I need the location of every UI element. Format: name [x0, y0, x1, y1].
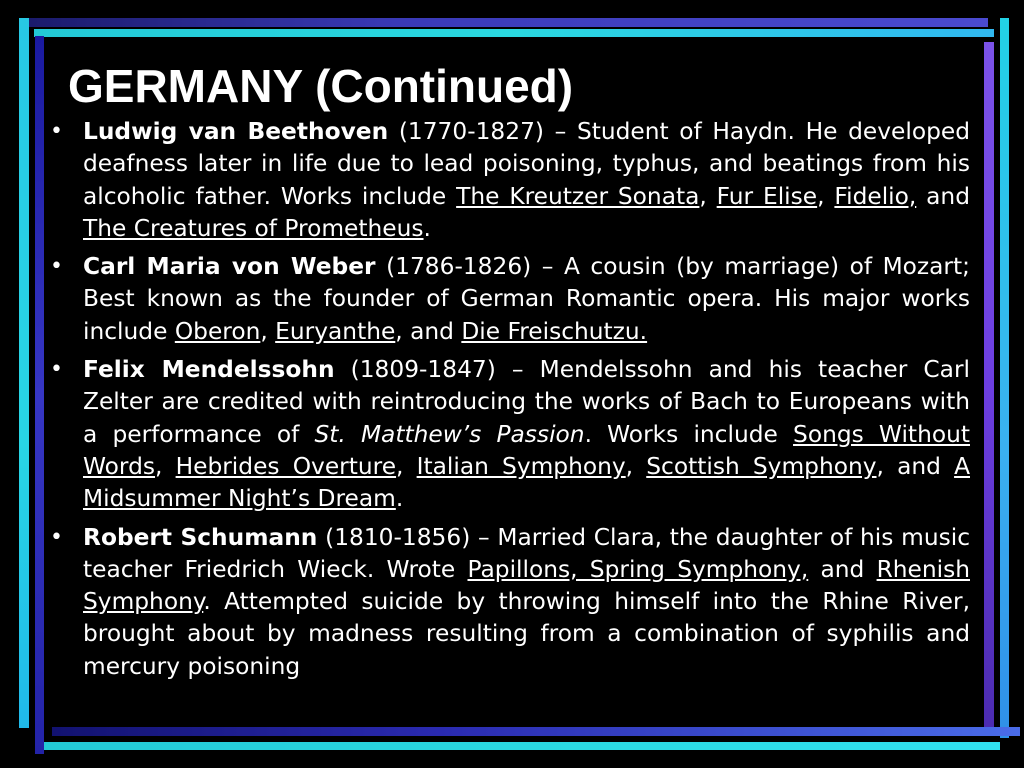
bullet-dot: •	[50, 524, 63, 550]
bullet-item	[50, 522, 970, 683]
bullet-item	[50, 251, 970, 348]
work-title: Hebrides Overture	[175, 452, 397, 480]
text-segment: (1810-1856) – Married Clara, the daughter of his music teacher Friedrich Wieck. Wrote	[83, 523, 970, 583]
work-title: A Midsummer Night’s Dream	[83, 452, 970, 513]
text-segment: ,	[155, 452, 176, 480]
work-title: Italian Symphony	[416, 452, 626, 480]
bullet-dot: •	[50, 254, 63, 280]
text-segment: ,	[260, 317, 276, 345]
composer-name: Ludwig van Beethoven	[83, 118, 389, 145]
text-segment: and	[916, 182, 970, 210]
frame-bar-left-outer	[19, 18, 29, 728]
work-title: Songs Without Words	[83, 420, 970, 480]
frame-bar-left-inner	[35, 36, 44, 754]
work-title: The Creatures of Prometheus	[83, 214, 424, 242]
italic-text: St. Matthew’s Passion	[314, 420, 585, 448]
composer-name: Felix Mendelssohn	[83, 356, 335, 384]
bullet-item	[50, 354, 970, 515]
text-segment: .	[395, 485, 404, 513]
work-title: Fur Elise	[716, 182, 818, 210]
composer-name: Robert Schumann	[83, 523, 318, 551]
frame-bar-bottom-inner	[44, 742, 1000, 750]
text-segment: , and	[876, 452, 955, 480]
text-segment: , and	[395, 317, 462, 345]
text-segment: .	[423, 214, 431, 242]
text-segment: and	[808, 555, 877, 583]
work-title: Euryanthe	[275, 317, 396, 345]
bullet-list	[50, 116, 970, 689]
text-segment: ,	[625, 452, 647, 480]
work-title: Fidelio,	[834, 182, 917, 210]
bullet-dot: •	[50, 357, 63, 383]
text-segment: (1786-1826) – A cousin (by marriage) of Mozart; Best known as the founder of German Romantic opera. His major works include	[83, 253, 970, 345]
frame-bar-top-outer	[20, 18, 988, 27]
text-segment: (1770-1827) – Student of Haydn. He developed deafness later in life due to lead poisoning, typhus, and beatings from his alcoholic father. Works include	[83, 118, 970, 210]
text-segment: ,	[699, 182, 717, 210]
text-segment: ,	[817, 182, 835, 210]
work-title: Papillons, Spring Symphony,	[467, 555, 809, 583]
work-title: Die Freischutzu.	[461, 317, 648, 345]
bullet-dot: •	[50, 119, 63, 144]
frame-bar-bottom-outer	[52, 727, 1020, 736]
work-title: Scottish Symphony	[646, 452, 877, 480]
frame-bar-top-inner	[34, 29, 994, 37]
frame-bar-right-inner	[1000, 18, 1009, 738]
work-title: The Kreutzer Sonata	[456, 182, 700, 210]
work-title: Rhenish Symphony	[83, 555, 970, 616]
composer-name: Carl Maria von Weber	[83, 253, 376, 281]
slide-title: GERMANY (Continued)	[68, 60, 574, 112]
bullet-item	[50, 116, 970, 245]
work-title: Oberon	[174, 317, 261, 345]
text-segment: (1809-1847) – Mendelssohn and his teacher Carl Zelter are credited with reintroducing the works of Bach to Europeans with a performance of	[83, 356, 970, 448]
text-segment: . Works include	[584, 420, 794, 448]
text-segment: . Attempted suicide by throwing himself into the Rhine River, brought about by madness resulting from a combination of syphilis and mercury poisoning	[83, 588, 970, 680]
frame-bar-right-outer	[984, 42, 994, 732]
text-segment: ,	[396, 452, 417, 480]
